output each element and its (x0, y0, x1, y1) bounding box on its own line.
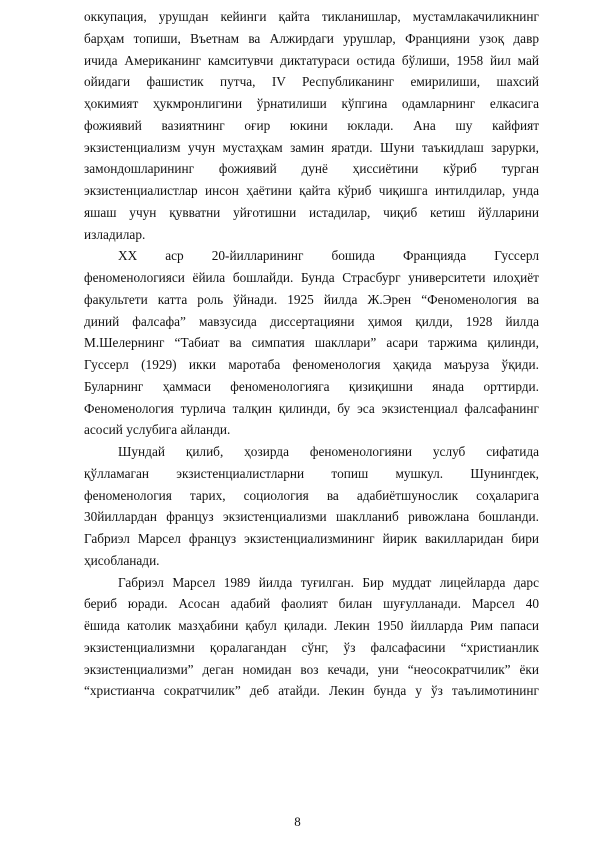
text-line: экзистенциалистлар инсон ҳаётини қайта кўриб чиқишга интилдилар, унда (84, 183, 539, 198)
text-line: Габриэл Марсел француз экзистенциализмининг йирик вакилларидан бири (84, 531, 539, 546)
text-line: оккупация, урушдан кейинги қайта тикланишлар, мустамлакачиликнинг (84, 9, 539, 24)
text-line: ҳисобланади. (84, 552, 160, 568)
text-line: экзистенциализми” деган номидан воз кечади, уни “неосократчилик” ёки (84, 661, 539, 677)
text-line: барҳам топиши, Въетнам ва Алжирдаги урушлар, Францияни узоқ давр (84, 30, 539, 46)
paragraph (84, 245, 539, 441)
text-line: изладилар. (84, 226, 146, 242)
text-line: ойидаги фашистик путча, IV Республиканинг емирилиши, шахсий (84, 74, 539, 90)
text-line: ҳокимият ҳукмронлигини ўрнатилиши кўпгина одамларнинг елкасига (84, 96, 539, 111)
text-line: ичида Американинг камситувчи диктатураси остида бўлиши, 1958 йил май (84, 52, 539, 68)
text-line: Шундай қилиб, ҳозирда феноменологияни услуб сифатида (118, 444, 539, 459)
text-line: феноменология тарих, социология ва адабиётшунослик соҳаларига (84, 487, 539, 503)
text-line: факультети катта роль ўйнади. 1925 йилда Ж.Эрен “Феноменология ва (84, 291, 539, 307)
paragraph (84, 6, 539, 245)
text-line: бериб юради. Асосан адабий фаолият билан шуғулланади. Марсел 40 (84, 596, 539, 612)
paragraphs (84, 6, 539, 702)
text-line: замондошларининг фожиявий дунё ҳиссиётини кўриб турган (84, 161, 539, 177)
text-line: асосий услубига айланди. (84, 422, 231, 438)
paragraph (84, 572, 539, 703)
paragraph (84, 441, 539, 572)
page-number: 8 (294, 814, 301, 829)
text-line: фожиявий вазиятнинг оғир юкини юклади. Ана шу кайфият (84, 117, 539, 133)
text-line: Буларнинг ҳаммаси феноменологияга қизиқишни янада орттирди. (84, 378, 539, 394)
text-line: Гуссерл (1929) икки маротаба феноменология ҳақида маъруза ўқиди. (84, 357, 539, 372)
text-line: ёшида католик мазҳабини қабул қилади. Лекин 1950 йилларда Рим папаси (84, 618, 539, 633)
text-line: Феноменология турлича талқин қилинди, бу эса экзистенциал фалсафанинг (84, 400, 539, 416)
text-line: 30йиллардан француз экзистенциализми шаклланиб ривожлана бошланди. (84, 509, 539, 525)
text-line: диний фалсафа” мавзусида диссертацияни ҳимоя қилди, 1928 йилда (84, 313, 539, 329)
text-line: М.Шелернинг “Табиат ва симпатия шакллари” асари таржима қилинди, (84, 335, 539, 351)
text-line: қўлламаган экзистенциалистларни топиш мушкул. Шунингдек, (84, 465, 539, 481)
text-line: Габриэл Марсел 1989 йилда туғилган. Бир муддат лицейларда дарс (118, 574, 539, 590)
document-body (84, 6, 539, 702)
text-line: яшаш учун қувватни уйғотишни истадилар, чиқиб кетиш йўлларини (84, 204, 539, 220)
text-line: экзистенциализмни қоралагандан сўнг, ўз фалсафасини “христианлик (84, 639, 539, 655)
text-line: XX аср 20-йилларининг бошида Францияда Гуссерл (118, 248, 539, 264)
text-line: феноменологияси ёйила бошлайди. Бунда Страсбург университети илоҳиёт (84, 270, 539, 285)
text-line: “христианча сократчилик” деб атайди. Лекин бунда у ўз таълимотининг (84, 683, 539, 699)
text-line: экзистенциализм учун мустаҳкам замин яратди. Шуни таъкидлаш зарурки, (84, 139, 539, 155)
